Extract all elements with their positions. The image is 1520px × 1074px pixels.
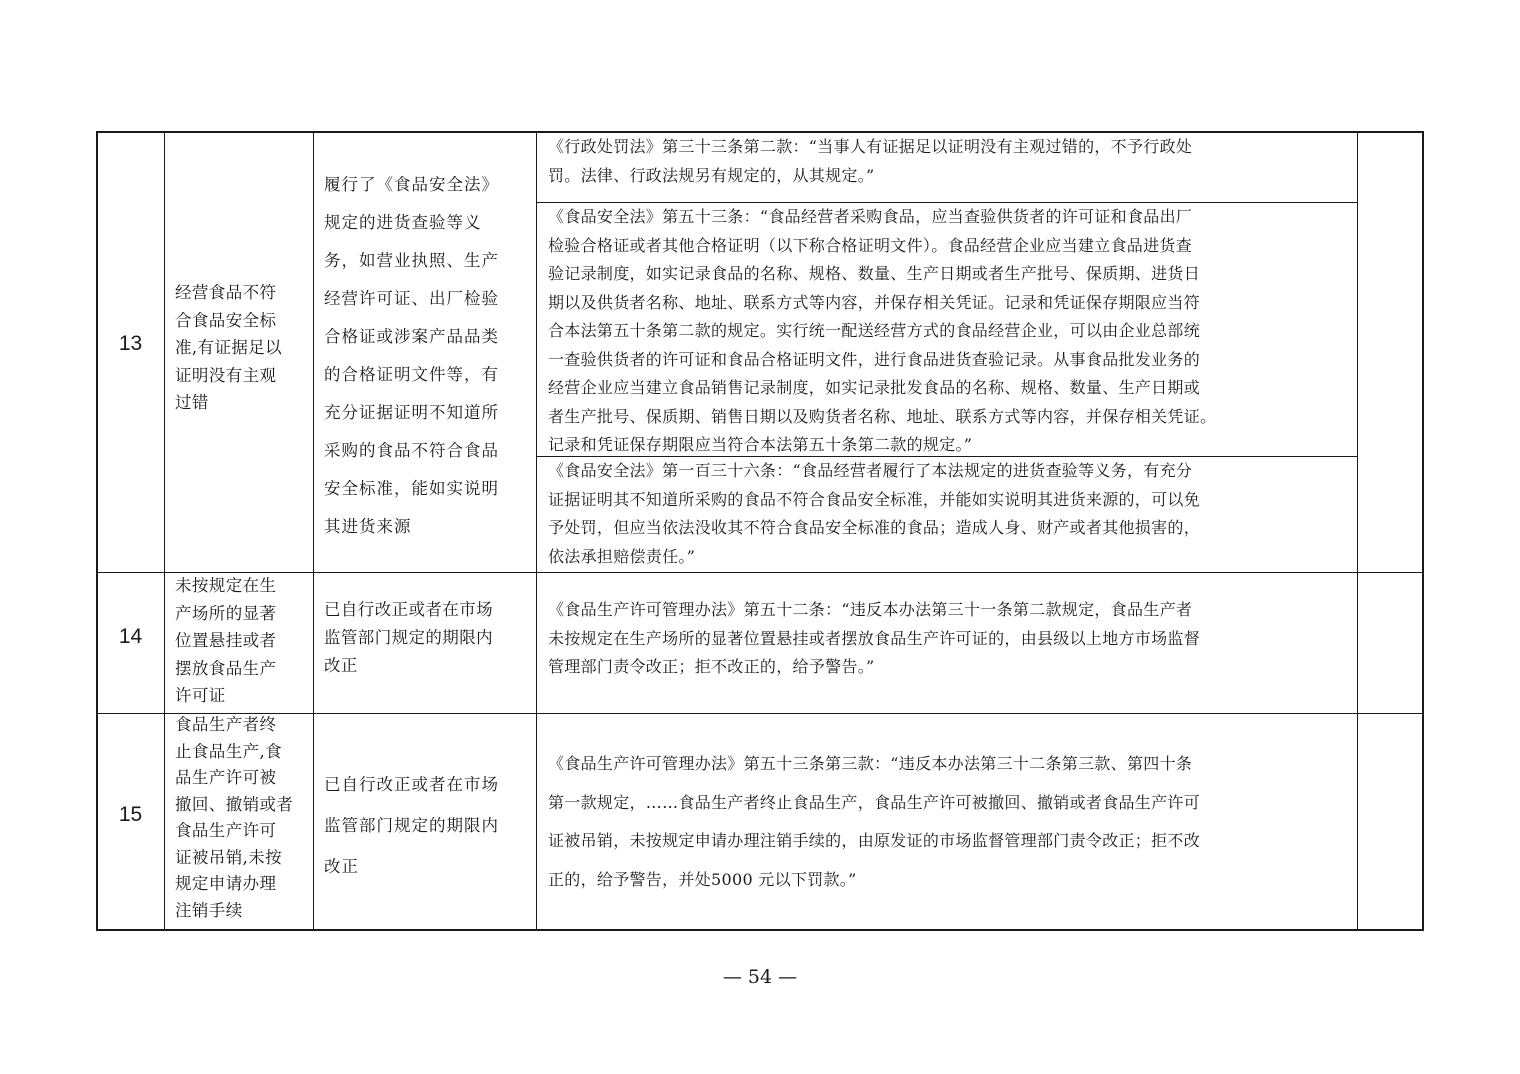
col-divider bbox=[536, 131, 537, 931]
row-number: 13 bbox=[118, 332, 143, 355]
legal-basis-cell: 《食品生产许可管理办法》第五十二条：“违反本办法第三十一条第二款规定，食品生产者 未按规定在生产场所的显著位置悬挂或者摆放食品生产许可证的，由县级以上地方市场监督 管理部门责令改正；拒不改正的，给予警告。” bbox=[548, 600, 1201, 676]
legal-basis-cell: 《行政处罚法》第三十三条第二款：“当事人有证据足以证明没有主观过错的，不予行政处 罚。法律、行政法规另有规定的，从其规定。” bbox=[548, 137, 1193, 185]
page-number: — 54 — bbox=[722, 966, 798, 988]
row-number: 15 bbox=[118, 803, 143, 826]
legal-basis-cell: 《食品安全法》第五十三条：“食品经营者采购食品，应当查验供货者的许可证和食品出厂 检验合格证或者其他合格证明（以下称合格证明文件）。食品经营企业应当建立食品进货查 验记录制度，如实记录食品的名称、规格、数量、生产日期或者生产批号、保质期、进货日 期以及供货者名称、地址、联系方式等内容，并保存相关凭证。记录和凭证保存期限应当符 合本法第五十条第二款的规定。实行统一配送经营方式的食品经营企业，可以由企业总部统 一查验供货者的许可证和食品合格证明文件，进行食品进货查验记录。从事食品批发业务的 经营企业应当建立食品销售记录制度，如实记录批发食品的名称、规格、数量、生产日期或 者生产批号、保质期、销售日期以及购货者名称、地址、联系方式等内容，并保存相关凭证。 记录和凭证保存期限应当符合本法第五十条第二款的规定。” bbox=[548, 207, 1217, 454]
condition-cell: 履行了《食品安全法》 规定的进货查验等义 务，如营业执照、生产 经营许可证、出厂检验 合格证或涉案产品品类 的合格证明文件等，有 充分证据证明不知道所 采购的食品不符合食品 安全标准，能如实说明 其进货来源 bbox=[324, 175, 499, 536]
table-border-right bbox=[1422, 131, 1424, 931]
col-divider bbox=[313, 131, 314, 931]
col-divider bbox=[1357, 131, 1358, 931]
condition-cell: 已自行改正或者在市场 监管部门规定的期限内 改正 bbox=[324, 775, 499, 876]
col-divider bbox=[164, 131, 165, 931]
legal-basis-cell: 《食品生产许可管理办法》第五十三条第三款：“违反本办法第三十二条第三款、第四十条 第一款规定，……食品生产者终止食品生产，食品生产许可被撤回、撤销或者食品生产许可 证被吊销，未按规定申请办理注销手续的，由原发证的市场监督管理部门责令改正；拒不改 正的，给予警告，并处5000 元以下罚款。” bbox=[548, 754, 1201, 889]
table-border-bottom bbox=[96, 929, 1424, 931]
violation-cell: 经营食品不符 合食品安全标 准,有证据足以 证明没有主观 过错 bbox=[175, 283, 283, 412]
row-number: 14 bbox=[118, 625, 143, 648]
condition-cell: 已自行改正或者在市场 监管部门规定的期限内 改正 bbox=[324, 600, 493, 675]
legal-basis-cell: 《食品安全法》第一百三十六条：“食品经营者履行了本法规定的进货查验等义务，有充分 证据证明其不知道所采购的食品不符合食品安全标准，并能如实说明其进货来源的，可以免 予处罚，但应当依法没收其不符合食品安全标准的食品；造成人身、财产或者其他损害的， 依法承担赔偿责任。” bbox=[548, 461, 1201, 566]
violation-cell: 未按规定在生 产场所的显著 位置悬挂或者 摆放食品生产 许可证 bbox=[175, 576, 277, 705]
violation-cell: 食品生产者终 止食品生产,食 品生产许可被 撤回、撤销或者 食品生产许可 证被吊销,未按 规定申请办理 注销手续 bbox=[175, 715, 294, 920]
